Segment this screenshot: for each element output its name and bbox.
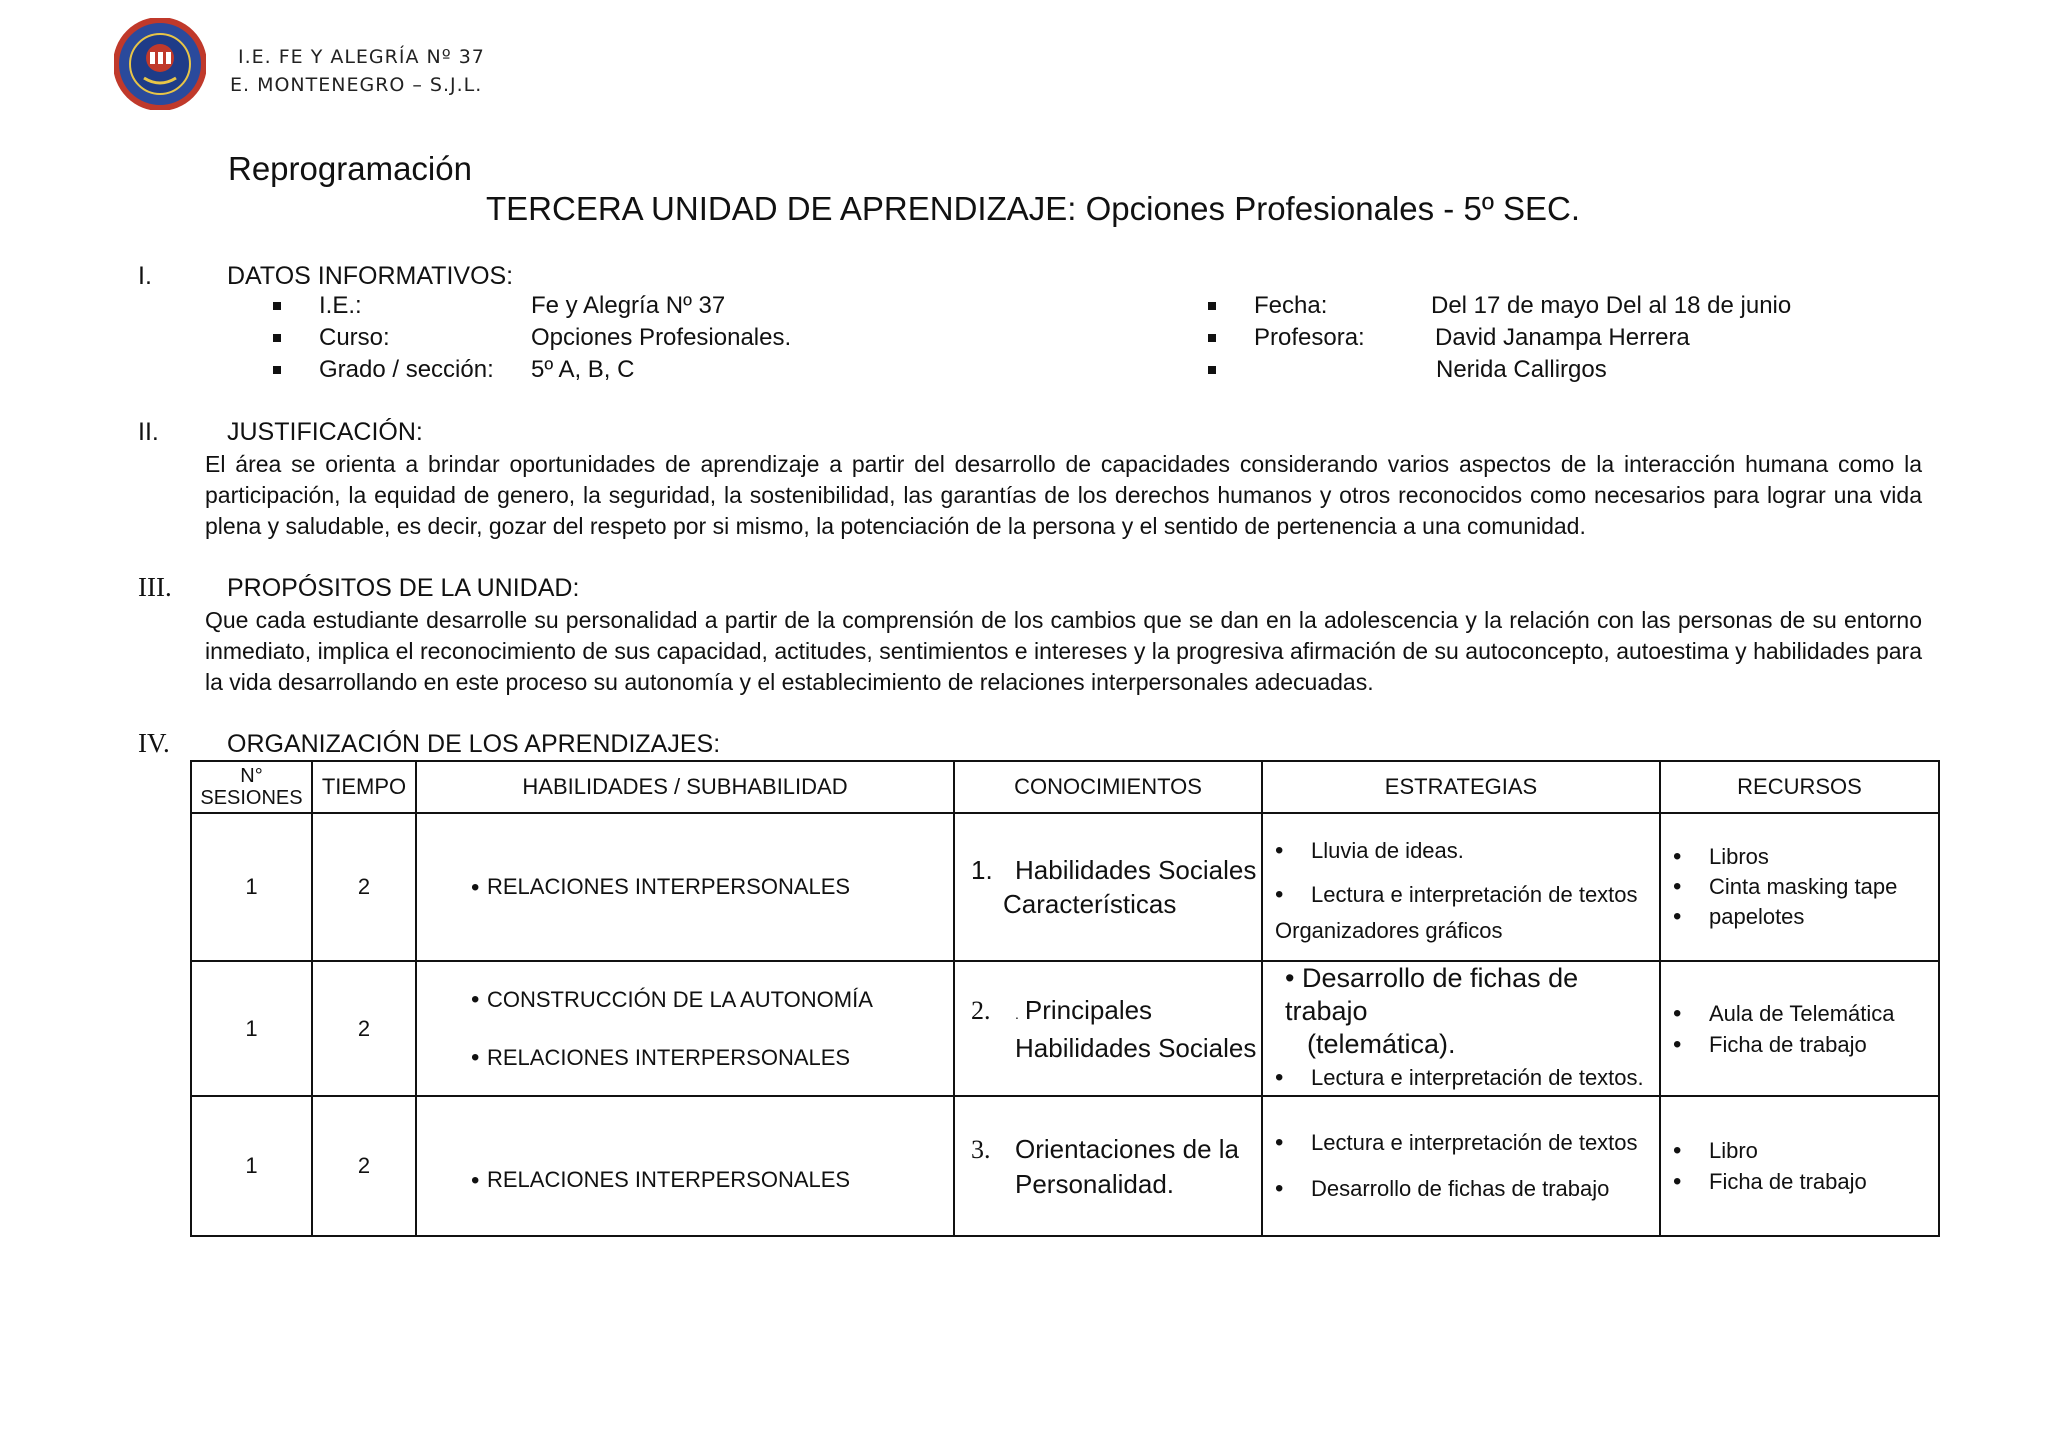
list-item: • Lluvia de ideas. [1263,829,1659,873]
ie-value: Fe y Alegría Nº 37 [531,292,726,319]
profesora-value-2: Nerida Callirgos [1436,356,1607,383]
table-row [191,1096,1939,1236]
sesiones-cell: 1 [191,813,312,961]
recursos-cell [1660,1096,1939,1236]
school-location: E. MONTENEGRO – S.J.L. [230,74,483,96]
col-header-habilidades: HABILIDADES / SUBHABILIDAD [416,761,954,813]
col-header-sesiones-line1: N° [240,765,263,787]
bullet [1208,334,1216,342]
section-2-heading: JUSTIFICACIÓN: [227,418,423,446]
habilidades-cell [416,813,954,961]
estrategias-cell [1262,961,1660,1096]
conocimiento-number: 2. [971,995,991,1025]
list-item: • RELACIONES INTERPERSONALES [417,874,953,900]
bullet: • [1285,963,1302,993]
habilidades-cell [416,961,954,1096]
list-item: • Lectura e interpretación de textos. [1263,1061,1659,1095]
conocimiento-line2: Habilidades Sociales [1015,1032,1257,1063]
estrategias-cell [1262,1096,1660,1236]
col-header-estrategias: ESTRATEGIAS [1262,761,1660,813]
estrategias-extra: Organizadores gráficos [1275,918,1503,943]
bullet [273,366,281,374]
estrategia-big-line1: Desarrollo de fichas de trabajo [1285,963,1579,1026]
conocimientos-cell [954,961,1262,1096]
tiempo-cell: 2 [312,961,416,1096]
grado-value: 5º A, B, C [531,356,635,383]
list-item: • CONSTRUCCIÓN DE LA AUTONOMÍA [417,971,953,1029]
conocimientos-cell [954,1096,1262,1236]
table-row [191,961,1939,1096]
profesora-value: David Janampa Herrera [1435,324,1690,351]
list-item: • Cinta masking tape [1661,872,1938,902]
ie-label: I.E.: [319,292,362,319]
fecha-label: Fecha: [1254,292,1328,319]
school-name: I.E. FE Y ALEGRÍA Nº 37 [238,46,485,68]
col-header-tiempo: TIEMPO [312,761,416,813]
tiempo-cell: 2 [312,1096,416,1236]
conocimiento-line1: Orientaciones de la [1015,1133,1240,1164]
justificacion-text: El área se orienta a brindar oportunidades de aprendizaje a partir del desarrollo de capacidades considerando varios aspectos de la interacción humana como la participación, la equidad de genero, la seguridad, la sostenibilidad, las garantías de los derechos humanos y otros reconocidos como necesarios para lograr una vida plena y saludable, es decir, gozar del respeto por si mismo, la potenciación de la persona y el sentido de pertenencia a una comunidad. [205,451,1922,539]
list-item: • RELACIONES INTERPERSONALES [417,1167,953,1193]
conocimientos-cell [954,813,1262,961]
organizacion-table [190,760,1940,1237]
propositos-text: Que cada estudiante desarrolle su personalidad a partir de la comprensión de los cambios que se dan en la adolescencia y la relación con las personas de su entorno inmediato, implica el reconocimiento de sus capacidad, actitudes, sentimientos e intereses y la progresiva afirmación de su autoconcepto, autoestima y habilidades para la vida desarrollando en este proceso su autonomía y el establecimiento de relaciones interpersonales adecuadas. [205,607,1922,695]
col-header-sesiones [191,761,312,813]
recursos-cell [1660,813,1939,961]
list-item: • Libros [1661,842,1938,872]
estrategia-big-line2: (telemática). [1307,1029,1456,1059]
curso-value: Opciones Profesionales. [531,324,792,351]
school-logo [114,18,206,110]
table-row [191,813,1939,961]
conocimiento-line2: Personalidad. [1015,1168,1174,1199]
estrategias-cell [1262,813,1660,961]
document-title: TERCERA UNIDAD DE APRENDIZAJE: Opciones Profesionales - 5º SEC. [486,190,1581,227]
conocimiento-number: 3. [971,1134,991,1164]
table-header-row [191,761,1939,813]
fecha-value: Del 17 de mayo Del al 18 de junio [1431,292,1792,319]
list-item: • Desarrollo de fichas de trabajo [1263,1166,1659,1212]
conocimiento-prefix: . [1015,1005,1019,1022]
list-item: • Aula de Telemática [1661,998,1938,1029]
reprogramacion-label: Reprogramación [228,150,472,187]
list-item: • Ficha de trabajo [1661,1166,1938,1197]
recursos-cell [1660,961,1939,1096]
conocimiento-line2: Características [1003,889,1177,919]
section-1-heading: DATOS INFORMATIVOS: [227,262,514,290]
tiempo-cell: 2 [312,813,416,961]
conocimiento-line1: Habilidades Sociales [1015,855,1257,885]
list-item: • Lectura e interpretación de textos [1263,873,1659,917]
section-3-heading: PROPÓSITOS DE LA UNIDAD: [227,574,580,602]
bullet [273,302,281,310]
list-item: • Lectura e interpretación de textos [1263,1120,1659,1166]
bullet [1208,366,1216,374]
sesiones-cell: 1 [191,1096,312,1236]
bullet [1208,302,1216,310]
habilidades-cell [416,1096,954,1236]
section-2-numeral: II. [138,418,159,446]
list-item: • Libro [1661,1135,1938,1166]
list-item: • papelotes [1661,902,1938,932]
bullet [273,334,281,342]
list-item: • RELACIONES INTERPERSONALES [417,1029,953,1087]
curso-label: Curso: [319,324,390,351]
conocimiento-number: 1. [971,855,993,885]
col-header-conocimientos: CONOCIMIENTOS [954,761,1262,813]
section-4-numeral: IV. [138,728,170,758]
section-1-numeral: I. [138,262,152,290]
col-header-recursos: RECURSOS [1660,761,1939,813]
conocimiento-line1: Principales [1024,994,1153,1025]
list-item: • Ficha de trabajo [1661,1029,1938,1060]
sesiones-cell: 1 [191,961,312,1096]
section-4-heading: ORGANIZACIÓN DE LOS APRENDIZAJES: [227,730,721,758]
profesora-label: Profesora: [1254,324,1365,351]
section-3-numeral: III. [138,572,172,602]
col-header-sesiones-line2: SESIONES [200,787,303,809]
grado-label: Grado / sección: [319,356,494,383]
